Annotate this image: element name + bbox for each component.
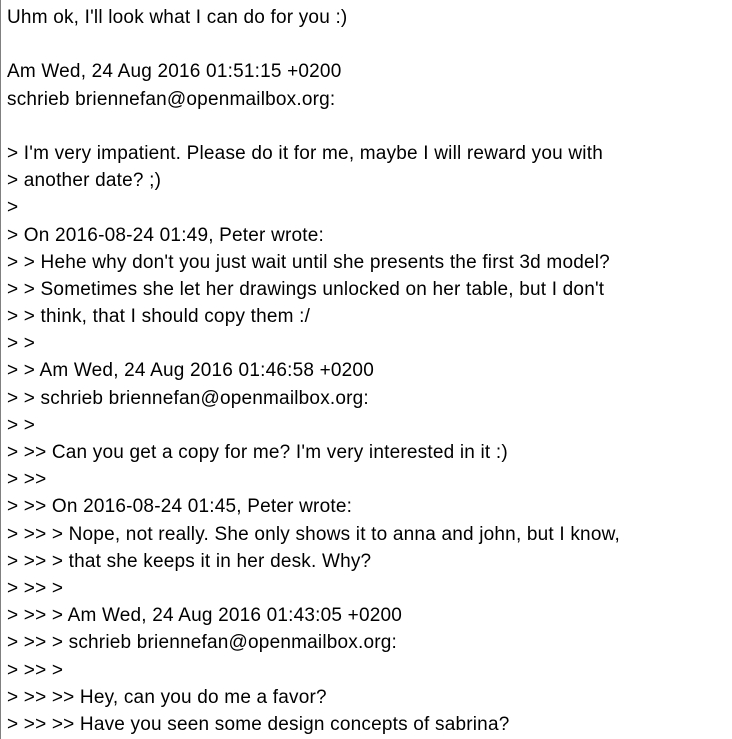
- message-line: > >> > Nope, not really. She only shows it to anna and john, but I know,: [7, 523, 620, 545]
- message-line: > >> >: [7, 577, 64, 599]
- message-line: > >> > Am Wed, 24 Aug 2016 01:43:05 +0200: [7, 605, 403, 627]
- message-line: > >: [7, 333, 36, 355]
- message-line: > > Am Wed, 24 Aug 2016 01:46:58 +0200: [7, 360, 374, 382]
- message-line: > >> >: [7, 659, 64, 681]
- message-line: > >> >> Have you seen some design concepts of sabrina?: [7, 713, 510, 735]
- message-line: > > Sometimes she let her drawings unlocked on her table, but I don't: [7, 278, 605, 300]
- message-line: >: [7, 197, 19, 219]
- message-line: > > schrieb briennefan@openmailbox.org:: [7, 387, 369, 409]
- message-line: > >> On 2016-08-24 01:45, Peter wrote:: [7, 496, 353, 518]
- message-line: [7, 31, 732, 58]
- message-line: > another date? ;): [7, 170, 162, 192]
- message-line: > >: [7, 414, 36, 436]
- message-line: > I'm very impatient. Please do it for me, maybe I will reward you with: [7, 142, 603, 164]
- message-line: > >> > that she keeps it in her desk. Why?: [7, 550, 372, 572]
- message-line: > > Hehe why don't you just wait until she presents the first 3d model?: [7, 251, 610, 273]
- message-line: schrieb briennefan@openmailbox.org:: [7, 88, 336, 110]
- message-line: > >> > schrieb briennefan@openmailbox.org:: [7, 632, 397, 654]
- message-line: > > think, that I should copy them :/: [7, 306, 311, 328]
- message-line: [7, 113, 732, 140]
- message-line: Uhm ok, I'll look what I can do for you :): [7, 7, 348, 28]
- message-line: > >> Can you get a copy for me? I'm very interested in it :): [7, 442, 508, 463]
- message-line: Am Wed, 24 Aug 2016 01:51:15 +0200: [7, 61, 342, 83]
- message-line: > >>: [7, 469, 47, 491]
- message-line: > >> >> Hey, can you do me a favor?: [7, 686, 327, 708]
- message-line: > On 2016-08-24 01:49, Peter wrote:: [7, 224, 325, 246]
